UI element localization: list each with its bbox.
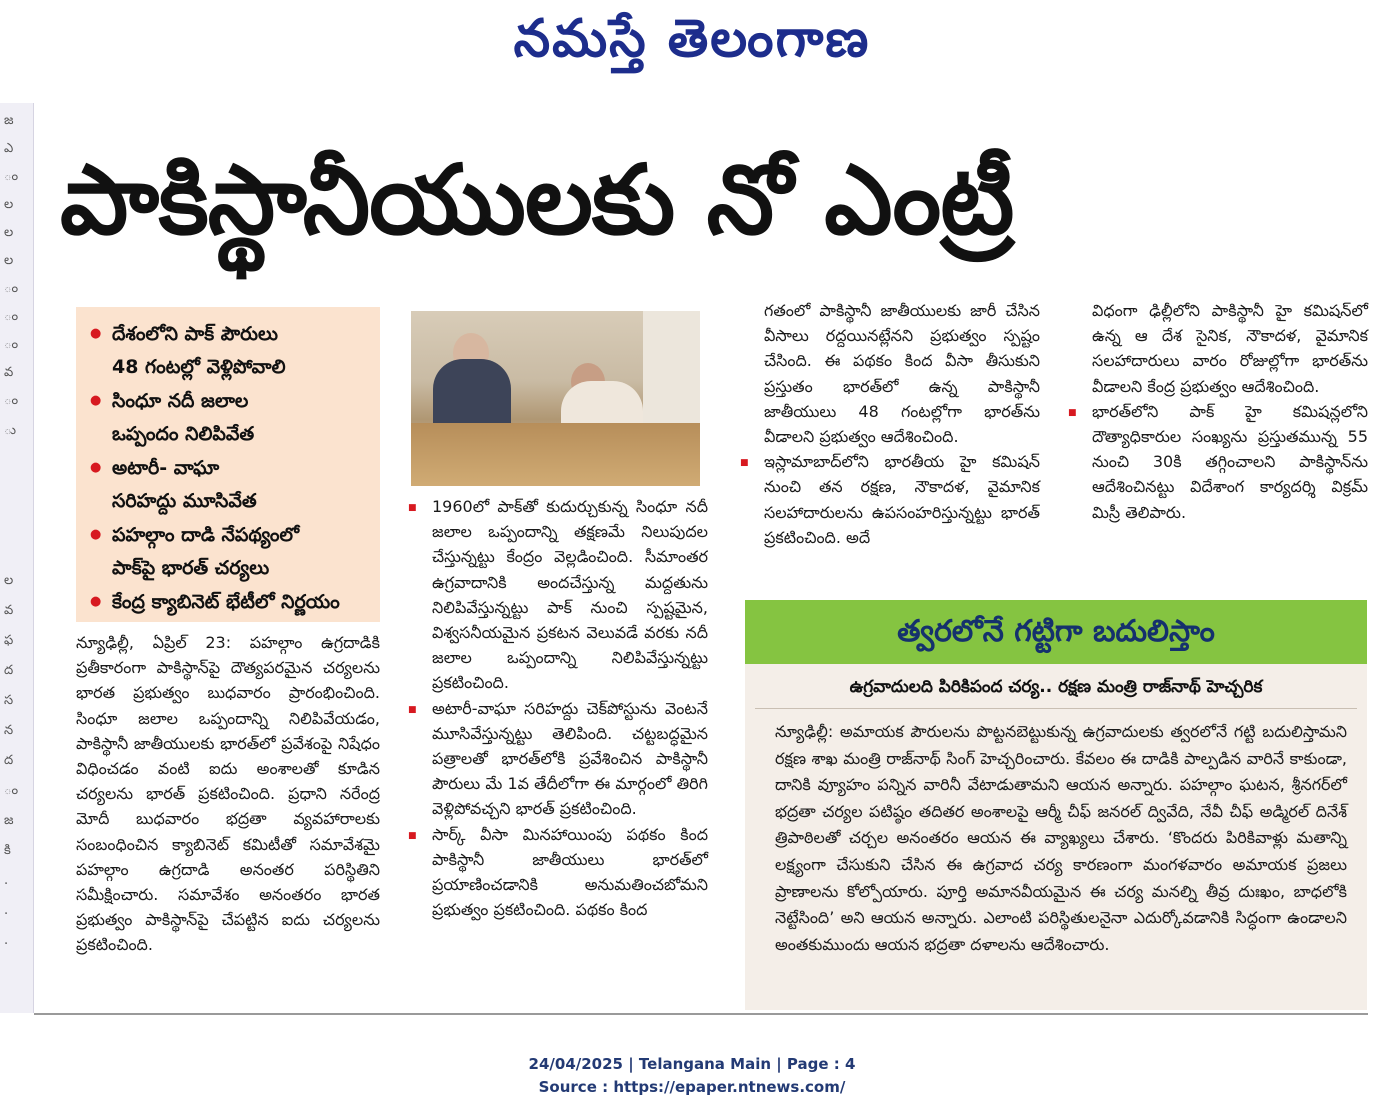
article-column-4 — [1092, 298, 1368, 525]
highlight-item: ● సింధూ నదీ జలాల — [90, 384, 370, 418]
highlight-item-continued: ఒప్పందం నిలిపివేత — [112, 423, 255, 445]
highlight-item: ● అటారీ- వాఘా — [90, 451, 370, 485]
highlight-item-continued: 48 గంటల్లో వెళ్లిపోవాలి — [112, 356, 286, 378]
article-paragraph: ■ ఇస్లామాబాద్‌లోని భారతీయ హై కమిషన్ నుంచి తన రక్షణ, నౌకాదళ, వైమానిక సలహాదారులను ఉపసంహరిస్తున్నట్టు భారత్ ప్రకటించింది. అదే — [764, 449, 1040, 550]
headline: పాకిస్థానీయులకు నో ఎంట్రీ — [60, 144, 1014, 256]
highlight-item-continued: సరిహద్దు మూసివేత — [112, 490, 257, 512]
highlights-box — [76, 307, 380, 622]
photo-window — [643, 311, 700, 423]
footer — [0, 1053, 1384, 1099]
highlight-item: ● కేంద్ర క్యాబినెట్ భేటీలో నిర్ణయం — [90, 585, 370, 619]
sidebar-text: న్యూఢిల్లీ: అమాయక పౌరులను పొట్టనబెట్టుకున్న ఉగ్రవాదులకు త్వరలోనే గట్టి బదులిస్తామని రక్షణ శాఖ మంత్రి రాజ్‌నాథ్ సింగ్ హెచ్చరించారు. కేవలం ఈ దాడికి పాల్పడిన వారినే కాకుండా, దానికి వ్యూహం పన్నిన వారినీ వేటాడుతామని ఆయన అన్నారు. పహల్గాం ఘటన, శ్రీనగర్‌లో భద్రతా చర్యల పటిష్ఠం తదితర అంశాలపై ఆర్మీ చీఫ్ జనరల్ ద్వివేది, నేవీ చీఫ్ అడ్మిరల్ దినేశ్ త్రిపాఠిలతో చర్చల అనంతరం ఆయన ఈ వ్యాఖ్యలు చేశారు. ‘కొందరు పిరికివాళ్లు మతాన్ని లక్ష్యంగా చేసుకుని చేసిన ఈ ఉగ్రవాద చర్య కారణంగా మంగళవారం అమాయక ప్రజలు ప్రాణాలను కోల్పోయారు. పూర్తి అమానవీయమైన ఈ చర్య మనల్ని తీవ్ర దుఃఖం, బాధలోకి నెట్టేసింది’ అని ఆయన అన్నారు. ఎలాంటి పరిస్థితులనైనా ఎదుర్కోవడానికి సిద్ధంగా ఉండాలని అంతకుముందు ఆయన భద్రతా దళాలను ఆదేశించారు. — [775, 722, 1347, 954]
article-column-2 — [432, 494, 708, 922]
article-column-1 — [76, 630, 380, 958]
sidebar-subheading: ఉగ్రవాదులది పిరికిపంద చర్య.. రక్షణ మంత్రి రాజ్‌నాథ్ హెచ్చరిక — [755, 674, 1357, 709]
footer-source-line: Source : https://epaper.ntnews.com/ — [538, 1078, 846, 1096]
highlight-item: ● పహల్గాం దాడి నేపథ్యంలో — [90, 518, 370, 552]
page-border — [34, 1013, 1368, 1015]
masthead-title: నమస్తే తెలంగాణ — [513, 8, 871, 69]
sidebar-heading: త్వరలోనే గట్టిగా బదులిస్తాం — [745, 600, 1367, 664]
photo-table — [411, 423, 700, 486]
article-paragraph: విధంగా ఢిల్లీలోని పాకిస్థానీ హై కమిషన్‌లో ఉన్న ఆ దేశ సైనిక, నౌకాదళ, వైమానిక సలహాదారులు వారం రోజుల్లోగా భారత్‌ను వీడాలని కేంద్ర ప్రభుత్వం ఆదేశించింది. — [1092, 301, 1368, 396]
adjacent-article-strip: జ ఎ ం ల ల ల ం ం ం వ ం ు ల వ ఫ ద స న ద ం జ కి . . . — [0, 103, 34, 1013]
highlight-item-continued: పాక్‌పై భారత్ చర్యలు — [112, 557, 270, 579]
meeting-photo — [411, 311, 700, 486]
article-paragraph: గతంలో పాకిస్థానీ జాతీయులకు జారీ చేసిన వీసాలు రద్దయినట్లేనని ప్రభుత్వం స్పష్టం చేసింది. ఈ పథకం కింద వీసా తీసుకుని ప్రస్తుతం భారత్‌లో ఉన్న పాకిస్థానీ జాతీయులు 48 గంటల్లోగా భారత్‌ను వీడాలని ప్రభుత్వం ఆదేశించింది. — [764, 301, 1040, 447]
article-paragraph: ■ భారత్‌లోని పాక్ హై కమిషన్లలోని దౌత్యాధికారుల సంఖ్యను ప్రస్తుతమున్న 55 నుంచి 30కి తగ్గించాలని పాకిస్థాన్‌ను ఆదేశించినట్టు విదేశాంగ కార్యదర్శి విక్రమ్ మిస్రీ తెలిపారు. — [1092, 399, 1368, 525]
highlight-item: ● దేశంలోని పాక్ పౌరులు — [90, 317, 370, 351]
article-paragraph: ■ అటారీ-వాఘా సరిహద్దు చెక్‌పోస్టును వెంటనే మూసివేస్తున్నట్టు తెలిపింది. చట్టబద్ధమైన పత్రాలతో భారత్‌లోకి ప్రవేశించిన పాకిస్థానీ పౌరులు మే 1వ తేదీలోగా ఈ మార్గంలో తిరిగి వెళ్లిపోవచ్చని భారత్ ప్రకటించింది. — [432, 696, 708, 822]
article-paragraph: ■ సార్క్ వీసా మినహాయింపు పథకం కింద పాకిస్థానీ జాతీయులు భారత్‌లో ప్రయాణించడానికి అనుమతించబోమని ప్రభుత్వం ప్రకటించింది. పథకం కింద — [432, 822, 708, 923]
sidebar-article — [745, 664, 1367, 1010]
article-column-3 — [764, 298, 1040, 550]
article-paragraph: ■ 1960లో పాక్‌తో కుదుర్చుకున్న సింధూ నదీ జలాల ఒప్పందాన్ని తక్షణమే నిలుపుదల చేస్తున్నట్టు కేంద్రం వెల్లడించింది. సీమాంతర ఉగ్రవాదానికి అందచేస్తున్న మద్దతును నిలిపివేస్తున్నట్టు పాక్ నుంచి స్పష్టమైన, విశ్వసనీయమైన ప్రకటన వెలువడే వరకు నదీ జలాల ఒప్పందాన్ని నిలిపివేస్తున్నట్టు ప్రకటించింది. — [432, 494, 708, 696]
article-paragraph: న్యూఢిల్లీ, ఏప్రిల్ 23: పహల్గాం ఉగ్రదాడికి ప్రతీకారంగా పాకిస్థాన్‌పై దౌత్యపరమైన చర్యలను భారత ప్రభుత్వం బుధవారం ప్రారంభించింది. సింధూ జలాల ఒప్పందాన్ని నిలిపివేయడం, పాకిస్థానీ జాతీయులకు భారత్‌లో ప్రవేశంపై నిషేధం విధించడం వంటి ఐదు అంశాలతో కూడిన చర్యలను భారత్ ప్రకటించింది. ప్రధాని నరేంద్ర మోదీ బుధవారం భద్రతా వ్యవహారాలకు సంబంధించిన క్యాబినెట్ కమిటీతో సమావేశమై పహల్గాం ఉగ్రదాడి అనంతర పరిస్థితిని సమీక్షించారు. సమావేశం అనంతరం భారత ప్రభుత్వం పాకిస్థాన్‌పై చేపట్టిన ఐదు చర్యలను ప్రకటించింది. — [76, 633, 380, 955]
footer-date-line: 24/04/2025 | Telangana Main | Page : 4 — [528, 1055, 856, 1073]
highlights-list — [90, 317, 370, 619]
